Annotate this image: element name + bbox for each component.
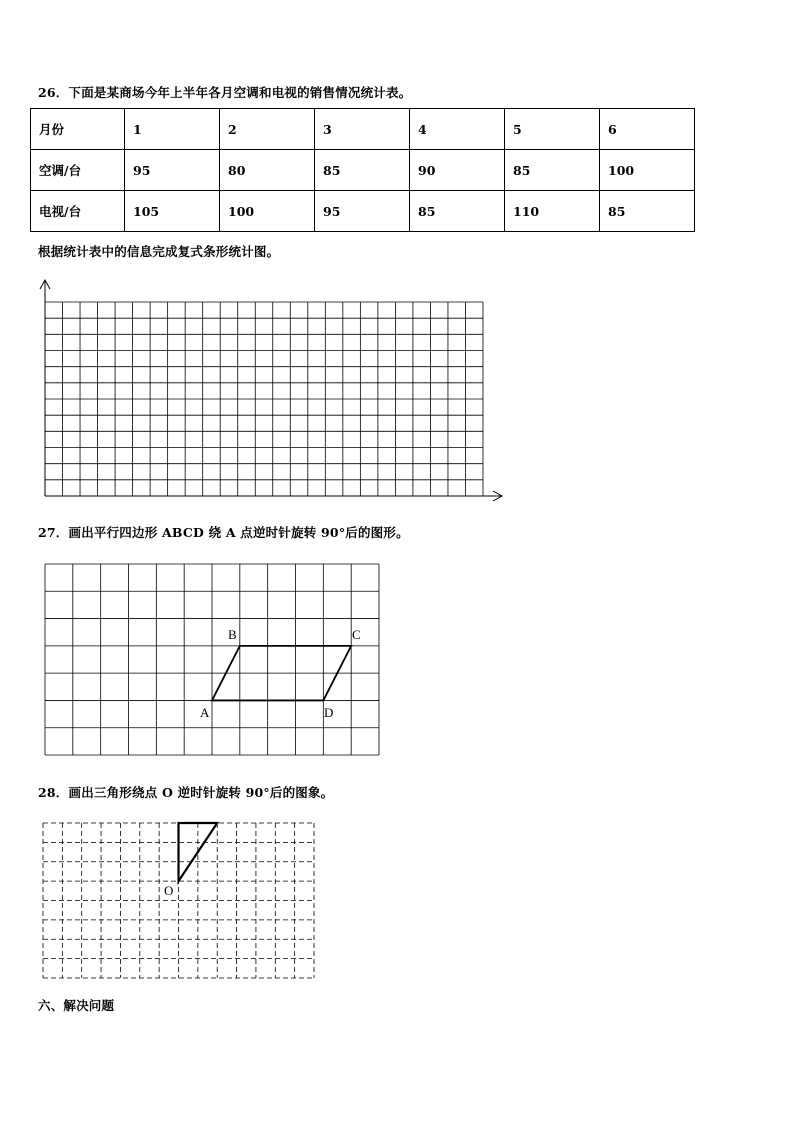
point-label-a: A <box>200 705 210 720</box>
table-cell: 95 <box>125 150 220 191</box>
q26-title: 26．下面是某商场今年上半年各月空调和电视的销售情况统计表。 <box>38 85 412 100</box>
table-cell: 3 <box>315 109 410 150</box>
table-cell: 85 <box>505 150 600 191</box>
row-label: 电视/台 <box>31 191 125 232</box>
table-cell: 100 <box>600 150 695 191</box>
point-label-d: D <box>324 705 334 720</box>
table-cell: 100 <box>220 191 315 232</box>
table-cell: 110 <box>505 191 600 232</box>
table-cell: 6 <box>600 109 695 150</box>
point-label-b: B <box>228 627 237 642</box>
q27-title: 27．画出平行四边形 ABCD 绕 A 点逆时针旋转 90°后的图形。 <box>38 525 409 540</box>
table-cell: 85 <box>315 150 410 191</box>
point-label-o: O <box>164 883 174 898</box>
row-label: 月份 <box>31 109 125 150</box>
table-cell: 95 <box>315 191 410 232</box>
table-cell: 5 <box>505 109 600 150</box>
table-cell: 4 <box>410 109 505 150</box>
table-cell: 85 <box>410 191 505 232</box>
table-cell: 85 <box>600 191 695 232</box>
table-cell: 90 <box>410 150 505 191</box>
table-cell: 2 <box>220 109 315 150</box>
table-cell: 105 <box>125 191 220 232</box>
table-cell: 1 <box>125 109 220 150</box>
table-cell: 80 <box>220 150 315 191</box>
point-label-c: C <box>352 627 361 642</box>
section-6-title: 六、解决问题 <box>38 998 115 1013</box>
q26-instruction: 根据统计表中的信息完成复式条形统计图。 <box>38 244 280 259</box>
q28-title: 28．画出三角形绕点 O 逆时针旋转 90°后的图象。 <box>38 785 334 800</box>
row-label: 空调/台 <box>31 150 125 191</box>
